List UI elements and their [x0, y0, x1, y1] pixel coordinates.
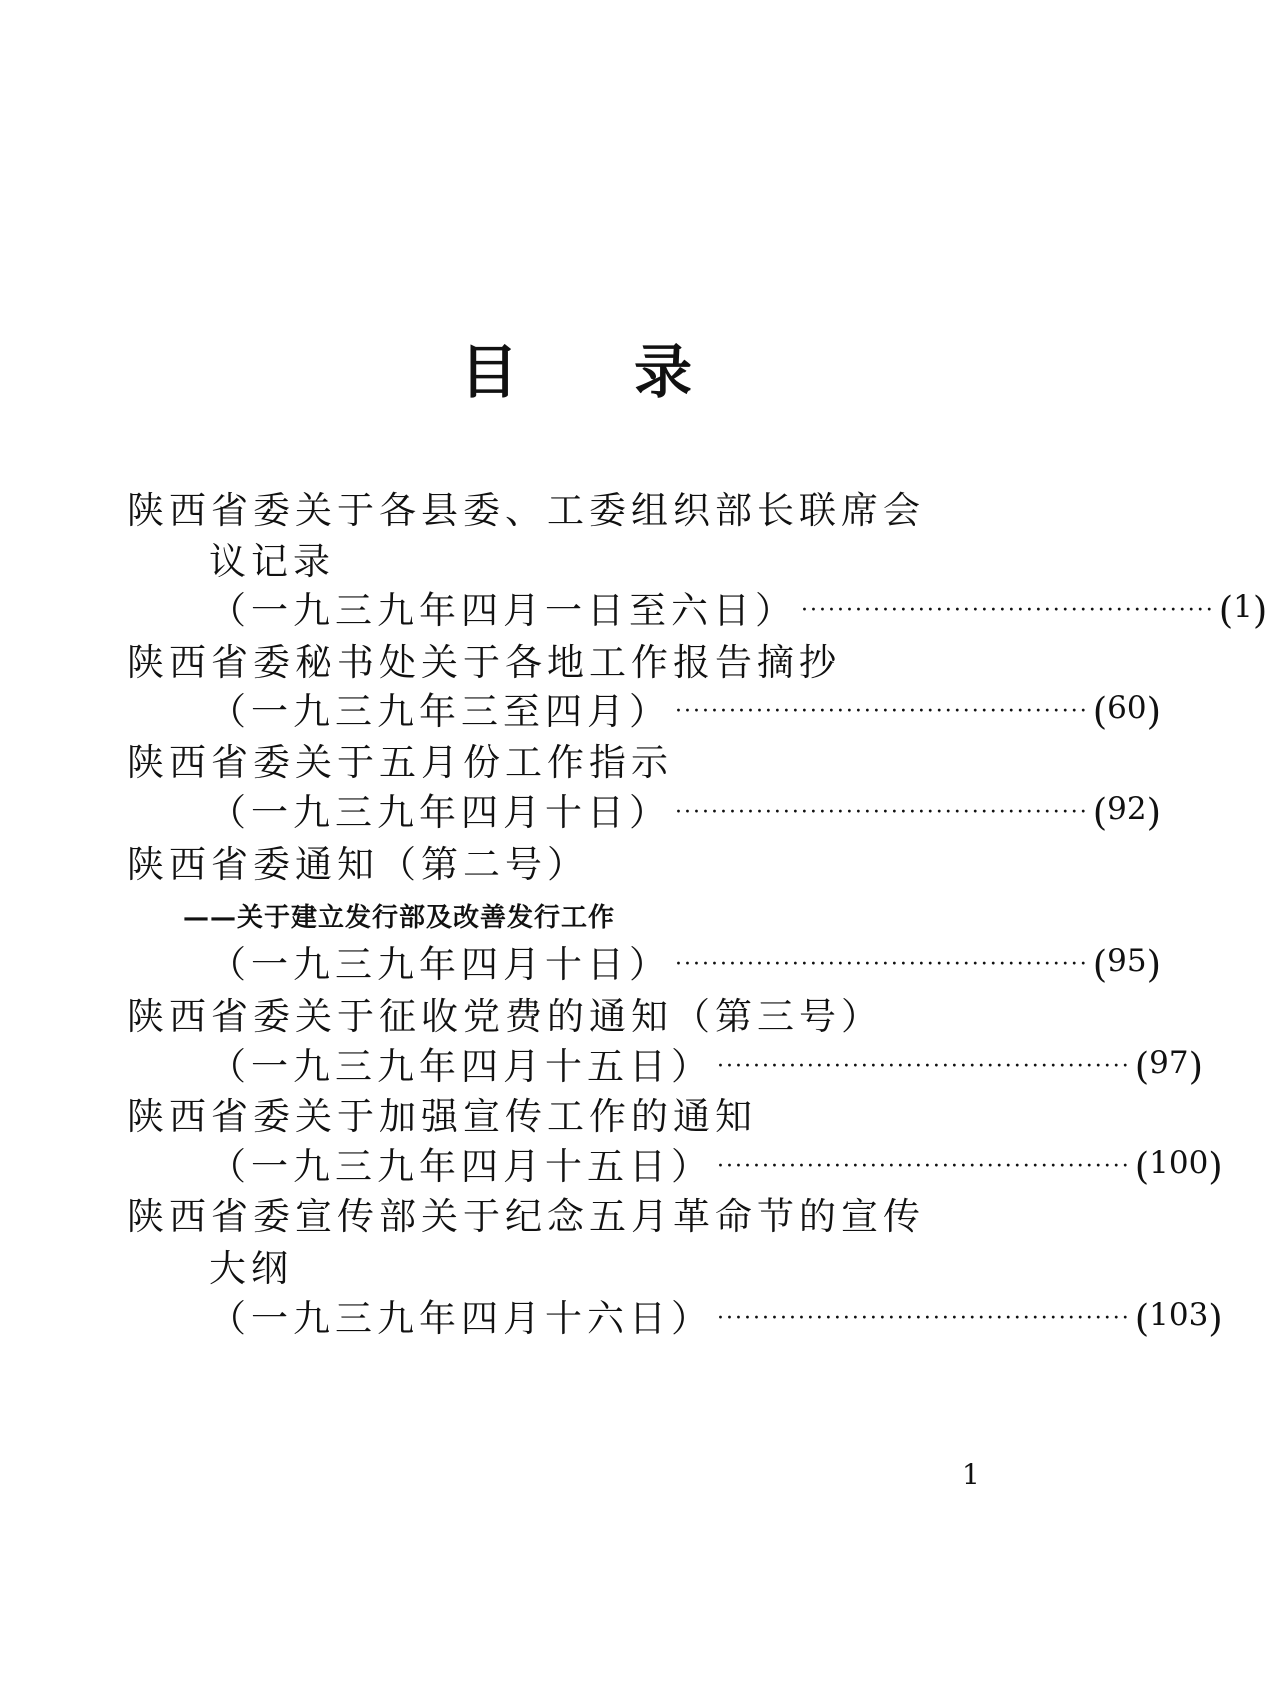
toc-entry-page: ( 100 ) [1134, 1145, 1223, 1188]
page-ref: 92 [1107, 791, 1147, 827]
toc-entry-date-line [209, 690, 1162, 733]
toc-entry-date-line [209, 1145, 1223, 1188]
leader-dots: ·············································· [675, 951, 1089, 977]
page-title [460, 338, 699, 406]
toc-entry-date-line [209, 943, 1162, 986]
toc-entry-date-line [209, 589, 1267, 632]
toc-entry-date: （一九三九年四月十日） [209, 943, 671, 986]
toc-entry-date: （一九三九年四月十五日） [209, 1145, 713, 1188]
toc-entry-page: ( 95 ) [1092, 943, 1162, 986]
leader-dots: ·············································· [801, 597, 1215, 623]
page-ref: 103 [1149, 1297, 1209, 1333]
toc-entry-date-line [209, 1297, 1223, 1340]
toc-entry-title-cont: 大纲 [209, 1247, 293, 1290]
toc-entry-page: ( 1 ) [1218, 589, 1267, 632]
leader-dots: ·············································· [675, 698, 1089, 724]
toc-entry-date: （一九三九年四月十日） [209, 791, 671, 834]
page-ref: 60 [1107, 690, 1147, 726]
toc-entry-title: 陕西省委通知（第二号） [127, 843, 589, 886]
page-ref: 97 [1149, 1045, 1189, 1081]
leader-dots: ·············································· [717, 1305, 1131, 1331]
toc-entry-page: ( 60 ) [1092, 690, 1162, 733]
toc-entry-date-line [209, 791, 1162, 834]
page-ref: 95 [1107, 943, 1147, 979]
toc-entry-date: （一九三九年三至四月） [209, 690, 671, 733]
leader-dots: ·············································· [675, 799, 1089, 825]
toc-entry-title-cont: 议记录 [209, 540, 335, 583]
toc-entry-date: （一九三九年四月一日至六日） [209, 589, 797, 632]
title-char-2: 录 [634, 338, 699, 406]
toc-entry-page: ( 92 ) [1092, 791, 1162, 834]
toc-entry-title: 陕西省委秘书处关于各地工作报告摘抄 [127, 641, 841, 684]
toc-entry-date: （一九三九年四月十六日） [209, 1297, 713, 1340]
toc-entry-title: 陕西省委关于加强宣传工作的通知 [127, 1095, 757, 1138]
toc-entry-date: （一九三九年四月十五日） [209, 1045, 713, 1088]
toc-entry-page: ( 97 ) [1134, 1045, 1204, 1088]
toc-entry-title: 陕西省委宣传部关于纪念五月革命节的宣传 [127, 1195, 925, 1238]
page-number: 1 [962, 1458, 980, 1491]
page-ref: 100 [1149, 1145, 1209, 1181]
toc-entry-subtitle: ——关于建立发行部及改善发行工作 [183, 903, 616, 933]
leader-dots: ·············································· [717, 1153, 1131, 1179]
title-char-1: 目 [460, 338, 525, 406]
page-ref: 1 [1233, 589, 1253, 625]
leader-dots: ·············································· [717, 1053, 1131, 1079]
toc-entry-page: ( 103 ) [1134, 1297, 1223, 1340]
toc-entry-title: 陕西省委关于各县委、工委组织部长联席会 [127, 489, 925, 532]
toc-entry-title: 陕西省委关于征收党费的通知（第三号） [127, 995, 883, 1038]
toc-entry-date-line [209, 1045, 1204, 1088]
toc-entry-title: 陕西省委关于五月份工作指示 [127, 741, 673, 784]
